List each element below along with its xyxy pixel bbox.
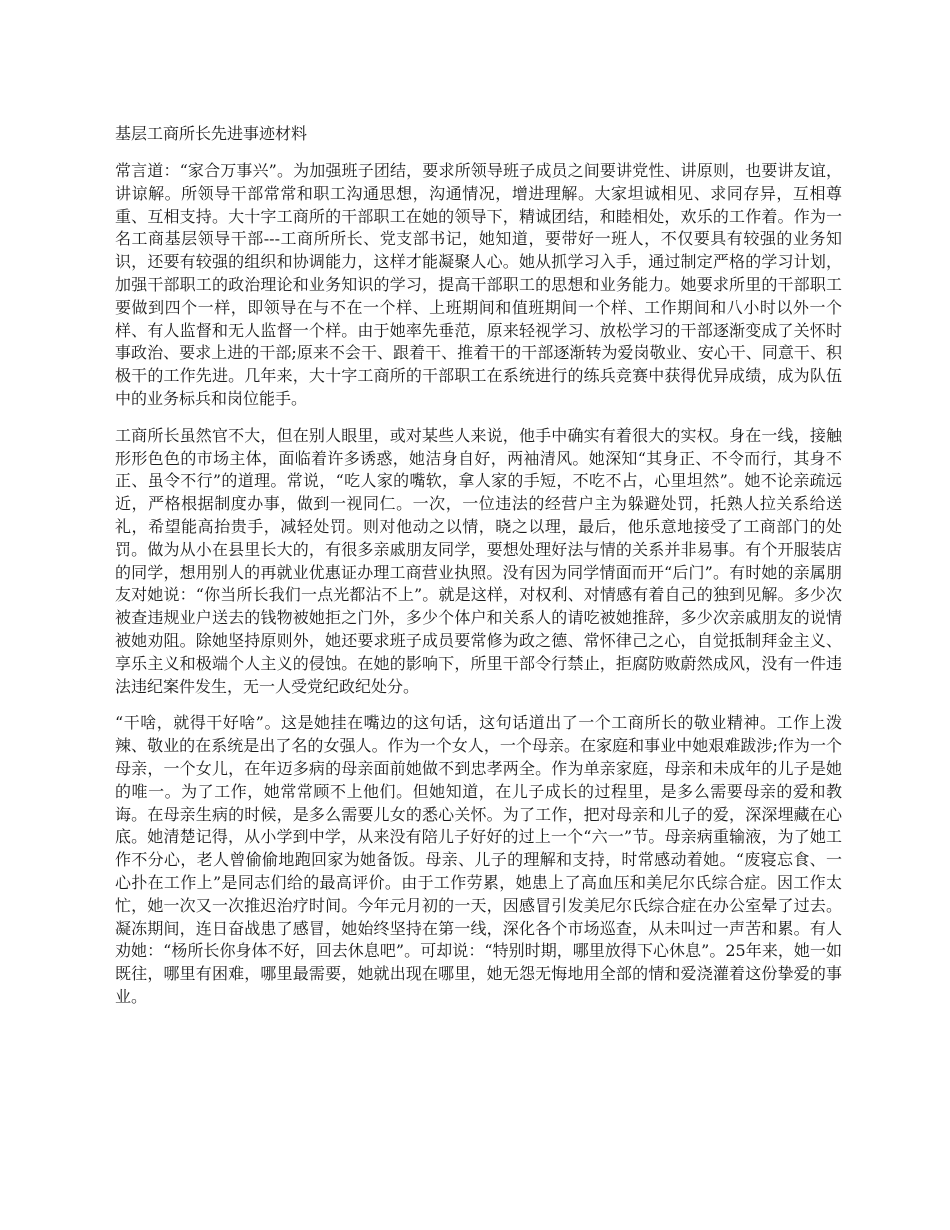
paragraph-dedication: “干啥，就得干好啥”。这是她挂在嘴边的这句话，这句话道出了一个工商所长的敬业精神。工作上泼辣、敬业的在系统是出了名的女强人。作为一个女人，一个母亲。在家庭和事业中她艰难跋涉;作为一个母亲，一个女儿，在年迈多病的母亲面前她做不到忠孝两全。作为单亲家庭，母亲和未成年的儿子是她的唯一。为了工作，她常常顾不上他们。但她知道，在儿子成长的过程里，是多么需要母亲的爱和教诲。在母亲生病的时候，是多么需要儿女的悉心关怀。为了工作，把对母亲和儿子的爱，深深埋藏在心底。她清楚记得，从小学到中学，从来没有陪儿子好好的过上一个“六一”节。母亲病重输液，为了她工作不分心，老人曾偷偷地跑回家为她备饭。母亲、儿子的理解和支持，时常感动着她。“废寝忘食、一心扑在工作上”是同志们给的最高评价。由于工作劳累，她患上了高血压和美尼尔氏综合症。因工作太忙，她一次又一次推迟治疗时间。今年元月初的一天，因感冒引发美尼尔氏综合症在办公室晕了过去。凝冻期间，连日奋战患了感冒，她始终坚持在第一线，深化各个市场巡查，从未叫过一声苦和累。有人劝她：“杨所长你身体不好，回去休息吧”。可却说：“特别时期，哪里放得下心休息”。25年来，她一如既往，哪里有困难，哪里最需要，她就出现在哪里，她无怨无悔地用全部的情和爱浇灌着这份挚爱的事业。 [115, 713, 842, 1006]
document-title: 基层工商所长先进事迹材料 [115, 124, 308, 143]
paragraph-integrity: 工商所长虽然官不大，但在别人眼里，或对某些人来说，他手中确实有着很大的实权。身在一线，接触形形色色的市场主体，面临着许多诱惑，她洁身自好，两袖清风。她深知“其身正、不令而行，其身不正、虽令不行”的道理。常说，“吃人家的嘴软，拿人家的手短，不吃不占，心里坦然”。她不论亲疏远近，严格根据制度办事，做到一视同仁。一次，一位违法的经营户主为躲避处罚，托熟人拉关系给送礼，希望能高抬贵手，减轻处罚。则对他动之以情，晓之以理，最后，他乐意地接受了工商部门的处罚。做为从小在县里长大的，有很多亲戚朋友同学，要想处理好法与情的关系并非易事。有个开服装店的同学，想用别人的再就业优惠证办理工商营业执照。没有因为同学情面而开“后门”。有时她的亲属朋友对她说：“你当所长我们一点光都沾不上”。就是这样，对权利、对情感有着自己的独到见解。多少次被查违规业户送去的钱物被她拒之门外，多少个体户和关系人的请吃被她推辞，多少次亲戚朋友的说情被她劝阻。除她坚持原则外，她还要求班子成员要常修为政之德、常怀律己之心，自觉抵制拜金主义、享乐主义和极端个人主义的侵蚀。在她的影响下，所里干部令行禁止，拒腐防败蔚然成风，没有一件违法违纪案件发生，无一人受党纪政纪处分。 [115, 425, 842, 696]
document-page [115, 122, 842, 1023]
paragraph-team-unity: 常言道：“家合万事兴”。为加强班子团结，要求所领导班子成员之间要讲党性、讲原则，也要讲友谊，讲谅解。所领导干部常常和职工沟通思想，沟通情况，增进理解。大家坦诚相见、求同存异，互相尊重、互相支持。大十字工商所的干部职工在她的领导下，精诚团结，和睦相处，欢乐的工作着。作为一名工商基层领导干部---工商所所长、党支部书记，她知道，要带好一班人，不仅要具有较强的业务知识，还要有较强的组织和协调能力，这样才能凝聚人心。她从抓学习入手，通过制定严格的学习计划，加强干部职工的政治理论和业务知识的学习，提高干部职工的思想和业务能力。她要求所里的干部职工要做到四个一样，即领导在与不在一个样、上班期间和值班期间一个样、工作期间和八小时以外一个样、有人监督和无人监督一个样。由于她率先垂范，原来轻视学习、放松学习的干部逐渐变成了关怀时事政治、要求上进的干部;原来不会干、跟着干、推着干的干部逐渐转为爱岗敬业、安心干、同意干、积极干的工作先进。几年来，大十字工商所的干部职工在系统进行的练兵竞赛中获得优异成绩，成为队伍中的业务标兵和岗位能手。 [115, 161, 842, 408]
